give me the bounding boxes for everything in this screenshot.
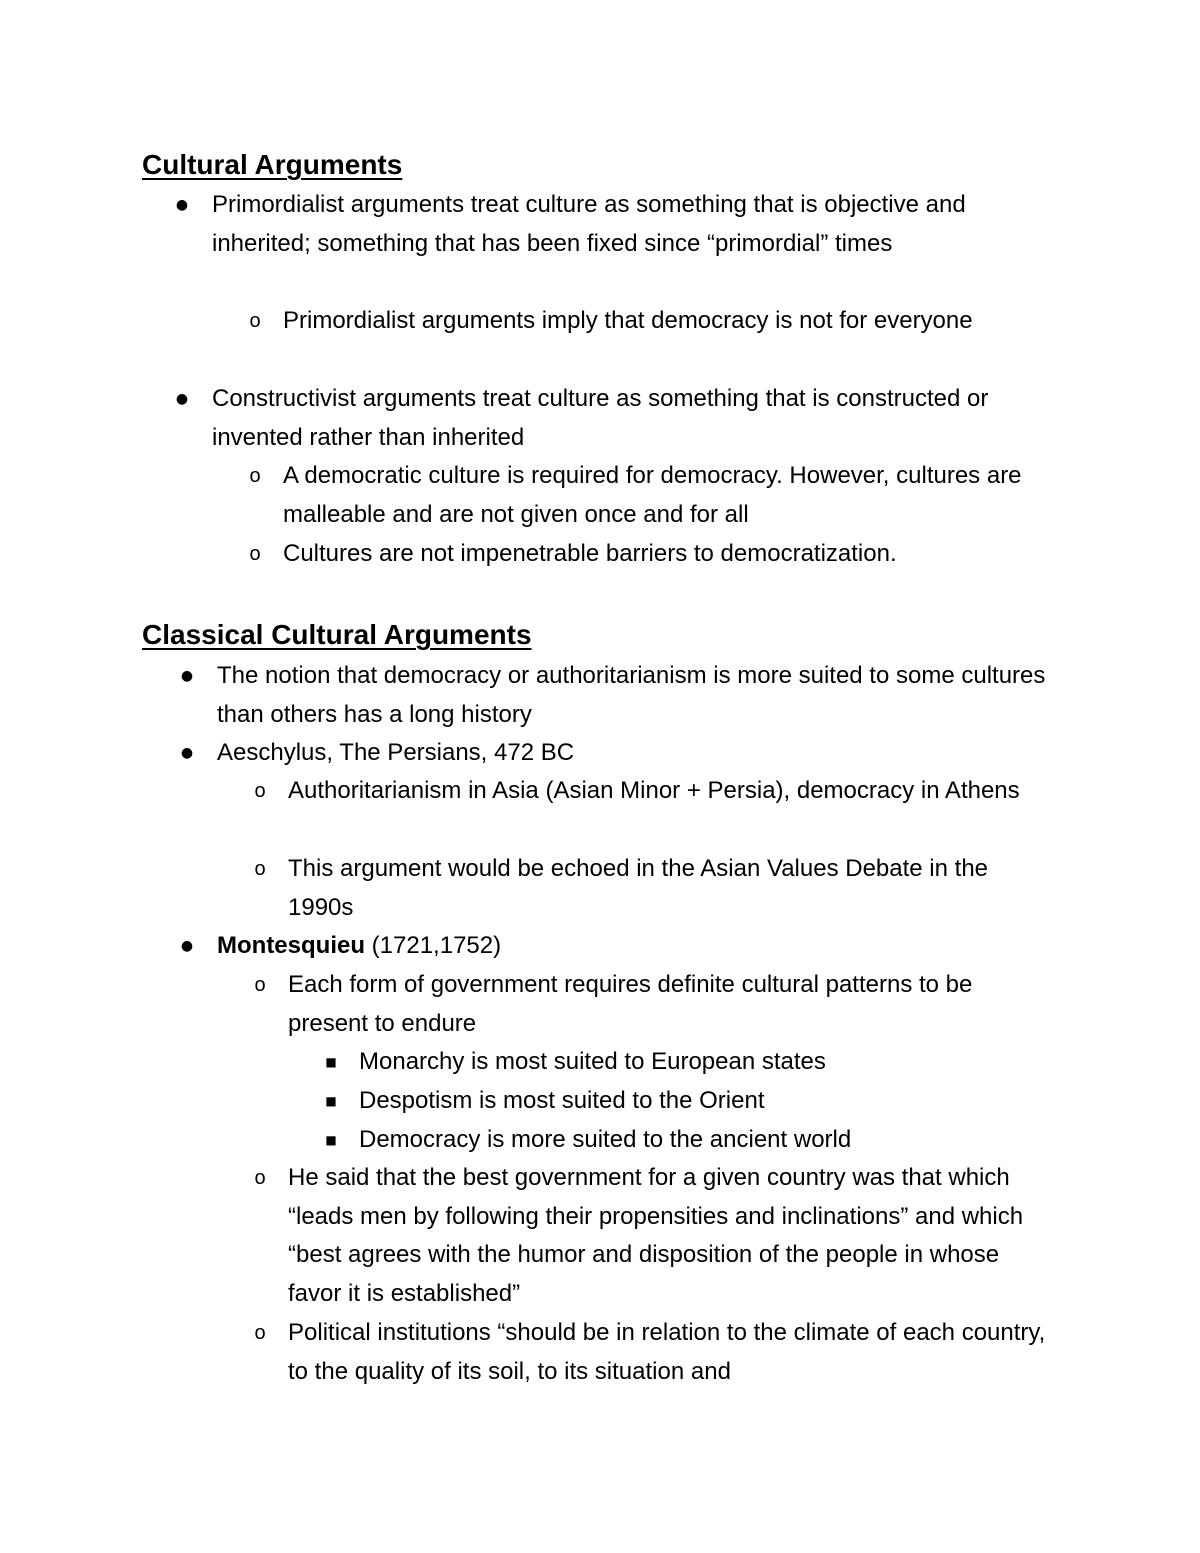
list-item-montesquieu [180,927,1017,966]
list-item-text: A democratic culture is required for democracy. However, cultures are malleable and are not given once and for all [283,462,1022,528]
sub-sub-item-despotism [325,1082,1059,1121]
sub-sub-item-democracy [325,1121,1059,1160]
square-bullet-icon: ■ [325,1094,337,1108]
sub-item-political-institutions [254,1314,1048,1391]
list-item-primordialist [175,186,1012,263]
circle-bullet-icon: o [254,974,266,996]
sub-item-cultures-not-barriers [249,535,1083,574]
bullet-icon: ● [180,745,194,761]
list-item-text: Cultures are not impenetrable barriers to democratization. [283,540,897,567]
list-item-notion [180,657,1047,734]
list-item-text: He said that the best government for a given country was that which “leads men by following their propensities and inclinations” and which “best agrees with the humor and disposition of the people in whose favor it is established” [288,1164,1024,1307]
circle-bullet-icon: o [254,1167,266,1189]
circle-bullet-icon: o [254,858,266,880]
bullet-icon: ● [180,668,194,684]
list-item-text: (1721,1752) [365,932,502,959]
square-bullet-icon: ■ [325,1055,337,1069]
list-item-text: Constructivist arguments treat culture as something that is constructed or invented rather than inherited [212,385,989,451]
list-item-text: Primordialist arguments treat culture as something that is objective and inherited; something that has been fixed since “primordial” times [212,191,966,257]
list-item-text: Despotism is most suited to the Orient [359,1087,765,1114]
list-item-text: Authoritarianism in Asia (Asian Minor + Persia), democracy in Athens [288,777,1020,804]
circle-bullet-icon: o [254,780,266,802]
list-item-text: Each form of government requires definite cultural patterns to be present to endure [288,971,973,1037]
square-bullet-icon: ■ [325,1133,337,1147]
list-item-text: Monarchy is most suited to European states [359,1048,826,1075]
list-item-text: Democracy is more suited to the ancient world [359,1126,852,1153]
section-title-classical-cultural-arguments: Classical Cultural Arguments [142,619,532,650]
list-item-aeschylus [180,734,1017,773]
list-item-text: The notion that democracy or authoritarianism is more suited to some cultures than others has a long history [217,662,1046,728]
circle-bullet-icon: o [254,1322,266,1344]
sub-item-primordialist-implication [249,302,1013,341]
circle-bullet-icon: o [249,465,261,487]
bullet-icon: ● [175,197,189,213]
circle-bullet-icon: o [249,543,261,565]
bullet-icon: ● [175,391,189,407]
sub-item-best-government [254,1159,1033,1313]
sub-item-democratic-culture [249,457,1043,534]
circle-bullet-icon: o [249,310,261,332]
bullet-icon: ● [180,938,194,954]
list-item-text: Political institutions “should be in relation to the climate of each country, to the quality of its soil, to its situation and [288,1319,1046,1385]
sub-item-asian-values [254,850,1058,927]
sub-item-authoritarianism-asia [254,772,1048,811]
section-title-cultural-arguments: Cultural Arguments [142,149,403,180]
list-item-constructivist [175,380,1012,457]
sub-item-form-of-government [254,966,1058,1043]
list-item-text: This argument would be echoed in the Asian Values Debate in the 1990s [288,855,989,921]
sub-sub-item-monarchy [325,1043,1059,1082]
list-item-text: Aeschylus, The Persians, 472 BC [217,739,575,766]
list-item-text: Primordialist arguments imply that democracy is not for everyone [283,307,973,334]
author-name: Montesquieu [217,932,365,959]
